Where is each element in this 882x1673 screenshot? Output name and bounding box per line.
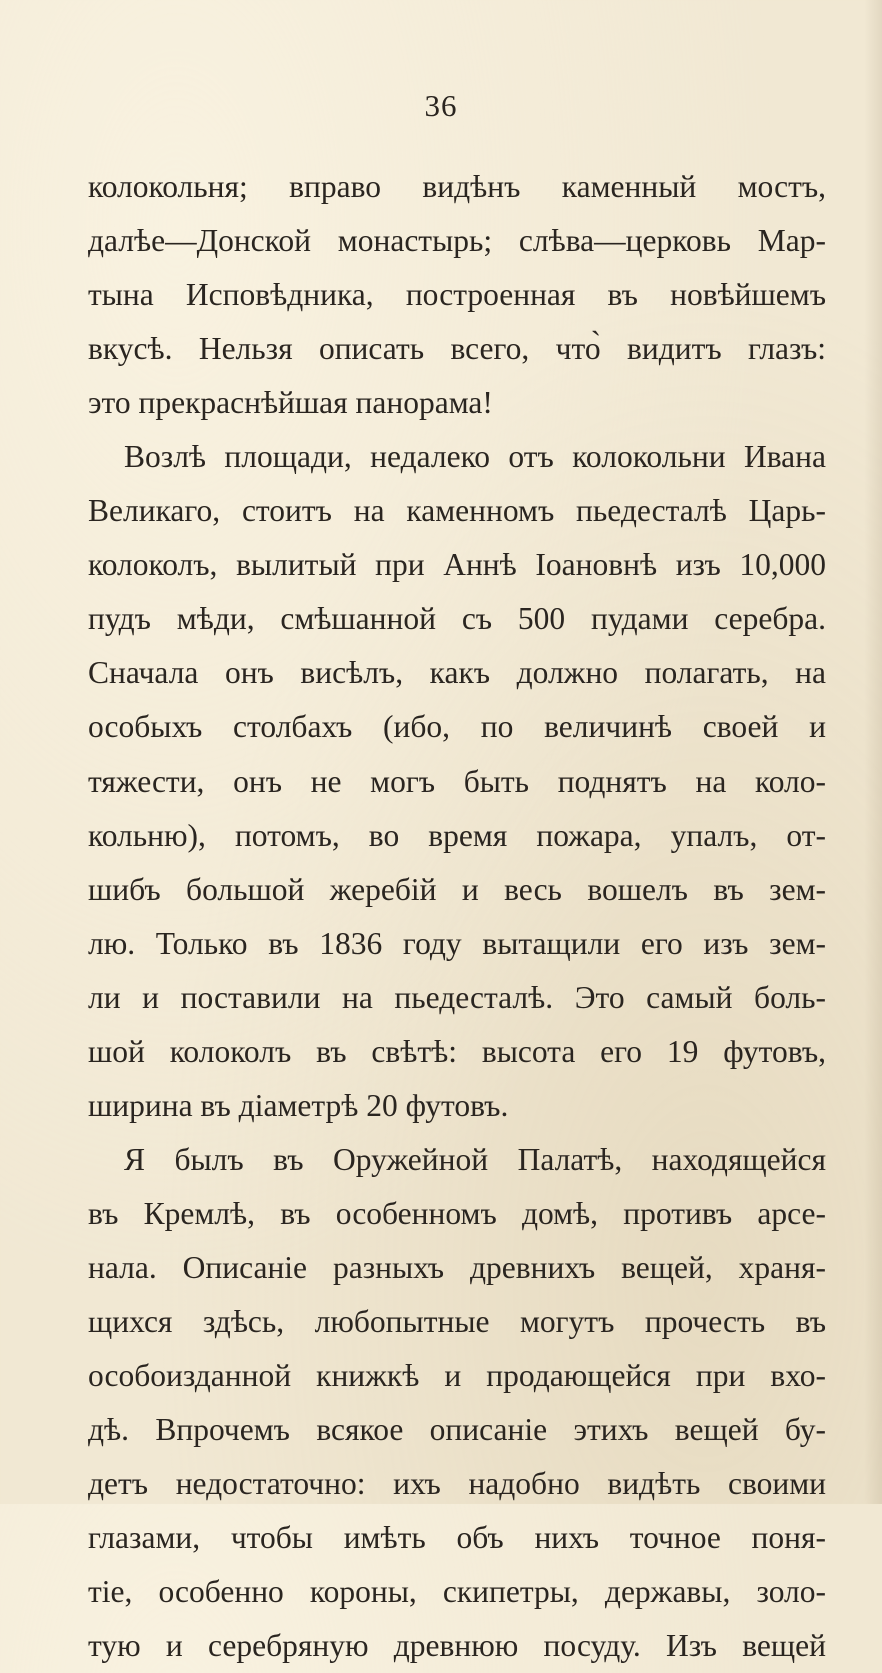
text-line: дѣ. Впрочемъ всякое описаніе этихъ вещей бу- <box>88 1412 826 1448</box>
paragraph-start-line: Возлѣ площади, недалеко отъ колокольни Ивана <box>124 439 826 475</box>
text-line: нала. Описаніе разныхъ древнихъ вещей, храня- <box>88 1249 826 1285</box>
text-line: лю. Только въ 1836 году вытащили его изъ зем- <box>88 925 826 961</box>
text-line: особоизданной книжкѣ и продающейся при вхо- <box>88 1358 826 1394</box>
text-line: тіе, особенно короны, скипетры, державы, золо- <box>88 1574 826 1610</box>
text-line: пудъ мѣди, смѣшанной съ 500 пудами серебра. <box>88 601 826 637</box>
text-line: вкусѣ. Нельзя описать всего, что̀ видитъ глазъ: <box>88 331 826 367</box>
text-line: ли и поставили на пьедесталѣ. Это самый боль- <box>88 979 826 1015</box>
text-line: щихся здѣсь, любопытные могутъ прочесть въ <box>88 1303 826 1339</box>
text-line: ширина въ діаметрѣ 20 футовъ. <box>88 1087 509 1123</box>
text-line: Великаго, стоитъ на каменномъ пьедесталѣ Царь- <box>88 493 826 529</box>
text-line: шой колоколъ въ свѣтѣ: высота его 19 футовъ, <box>88 1033 826 1069</box>
body-text <box>88 160 826 1673</box>
text-line: тую и серебряную древнюю посуду. Изъ вещей <box>88 1628 826 1664</box>
text-line: тына Исповѣдника, построенная въ новѣйшемъ <box>88 277 826 313</box>
text-line: тяжести, онъ не могъ быть поднятъ на коло- <box>88 763 826 799</box>
page-edge-shadow <box>864 0 882 1504</box>
page-number: 36 <box>424 88 458 123</box>
text-line: детъ недостаточно: ихъ надобно видѣть своими <box>88 1466 826 1502</box>
paragraph-start-line: Я былъ въ Оружейной Палатѣ, находящейся <box>124 1141 826 1177</box>
text-line: въ Кремлѣ, въ особенномъ домѣ, противъ арсе- <box>88 1195 826 1231</box>
text-line: далѣе—Донской монастырь; слѣва—церковь Мар- <box>88 223 826 259</box>
text-line: колокольня; вправо видѣнъ каменный мостъ, <box>88 169 826 204</box>
text-line: это прекраснѣйшая панорама! <box>88 385 493 421</box>
text-line: шибъ большой жеребій и весь вошелъ въ зем- <box>88 871 826 907</box>
text-line: Сначала онъ висѣлъ, какъ должно полагать, на <box>88 655 826 691</box>
text-line: колоколъ, вылитый при Аннѣ Іоановнѣ изъ 10,000 <box>88 547 826 583</box>
text-line: особыхъ столбахъ (ибо, по величинѣ своей и <box>88 709 826 745</box>
text-line: глазами, чтобы имѣть объ нихъ точное поня- <box>88 1520 826 1556</box>
text-line: кольню), потомъ, во время пожара, упалъ, от- <box>88 817 826 853</box>
